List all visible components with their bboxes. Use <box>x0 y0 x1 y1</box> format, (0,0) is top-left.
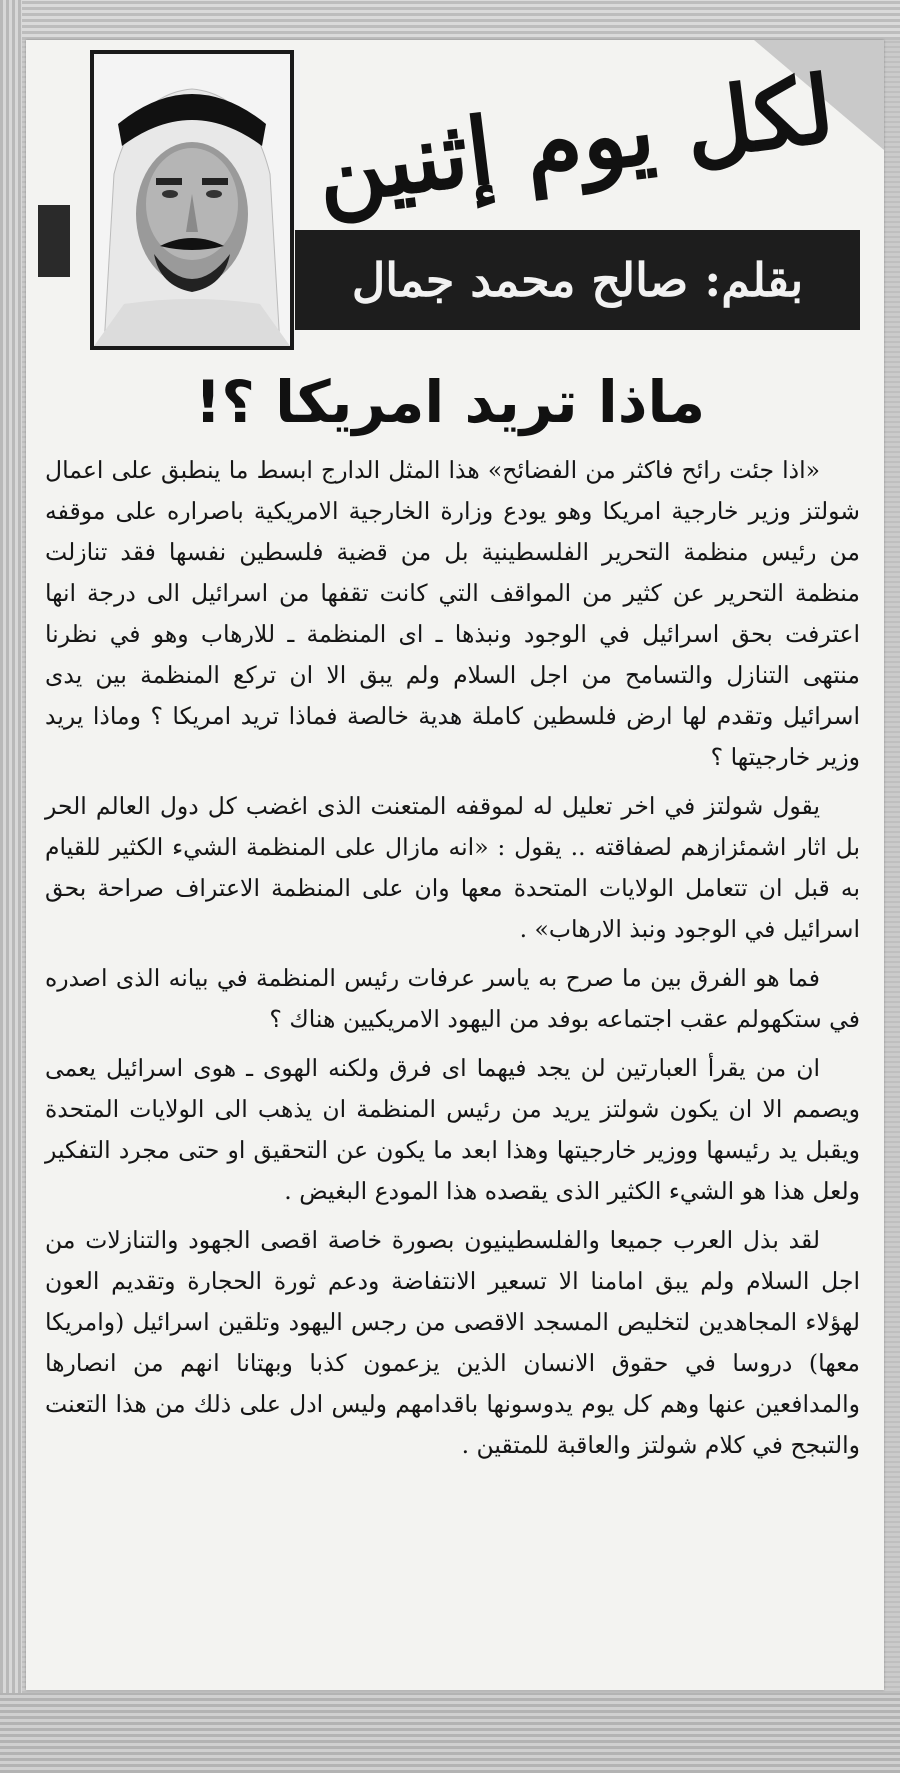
article-paragraph: ان من يقرأ العبارتين لن يجد فيهما اى فرق ولكنه الهوى ـ هوى اسرائيل يعمى ويصمم الا ان يكون شولتز يريد من رئيس المنظمة ان يذهب الى الولايات المتحدة ويقبل يد رئيسها ووزير خارجيتها وهذا ابعد ما يكون عن التحقيق او حتى مجرد التفكير ولعل هذا هو الشيء الكثير الذى يقصده هذا المودع البغيض . <box>45 1054 860 1205</box>
article-paragraph: يقول شولتز في اخر تعليل له لموقفه المتعنت الذى اغضب كل دول العالم الحر بل اثار اشمئزازهم لصفاقته .. يقول : «انه مازال على المنظمة الشيء الكثير للقيام به قبل ان تتعامل الولايات المتحدة معها وان على المنظمة الاعتراف صراحة بحق اسرائيل في الوجود ونبذ الارهاب» . <box>45 792 860 943</box>
scan-bottom-edge <box>0 1693 900 1773</box>
author-byline: بقلم: صالح محمد جمال <box>295 230 860 330</box>
decorative-bar <box>38 205 70 277</box>
scan-top-edge <box>0 0 900 40</box>
author-photo <box>90 50 294 350</box>
author-portrait-icon <box>94 54 290 346</box>
column-title: لكل يوم إثنين <box>310 54 840 226</box>
article-paragraph: لقد بذل العرب جميعا والفلسطينيون بصورة خاصة اقصى الجهود والتنازلات من اجل السلام ولم يبق امامنا الا تسعير الانتفاضة ودعم ثورة الحجارة وتقديم العون لهؤلاء المجاهدين لتخليص المسجد الاقصى من رجس اليهود وتلقين اسرائيل (وامريكا معها) دروسا في حقوق الانسان الذين يزعمون كذبا وبهتانا انهم من انصارها والمدافعين عنها وهم كل يوم يدوسونها باقدامهم وليس ادل على ذلك من هذا التعنت والتبجح في كلام شولتز والعاقبة للمتقين . <box>45 1226 860 1459</box>
article-headline: ماذا تريد امريكا ؟! <box>194 368 706 436</box>
scan-left-edge <box>0 0 22 1773</box>
column-header <box>90 50 860 350</box>
article-body <box>45 450 860 1474</box>
article-paragraph: فما هو الفرق بين ما صرح به ياسر عرفات رئيس المنظمة في بيانه الذى اصدره في ستكهولم عقب اجتماعه بوفد من اليهود الامريكيين هناك ؟ <box>45 964 860 1033</box>
article-paragraph: «اذا جئت رائح فاكثر من الفضائح» هذا المثل الدارج ابسط ما ينطبق على اعمال شولتز وزير خارجية امريكا وهو يودع وزارة الخارجية الامريكية باصراره على موقفه من رئيس منظمة التحرير الفلسطينية بل من قضية فلسطين نفسها فقد تنازلت منظمة التحرير عن كثير من المواقف التي كانت تقفها من اسرائيل الى درجة انها اعترفت بحق اسرائيل في الوجود ونبذها ـ اى المنظمة ـ للارهاب وهو في نظرنا منتهى التنازل والتسامح من اجل السلام ولم يبق الا ان تركع المنظمة بين يدى اسرائيل وتقدم لها ارض فلسطين كاملة هدية خالصة فماذا تريد امريكا ؟ وماذا يريد وزير خارجيتها ؟ <box>45 456 860 771</box>
